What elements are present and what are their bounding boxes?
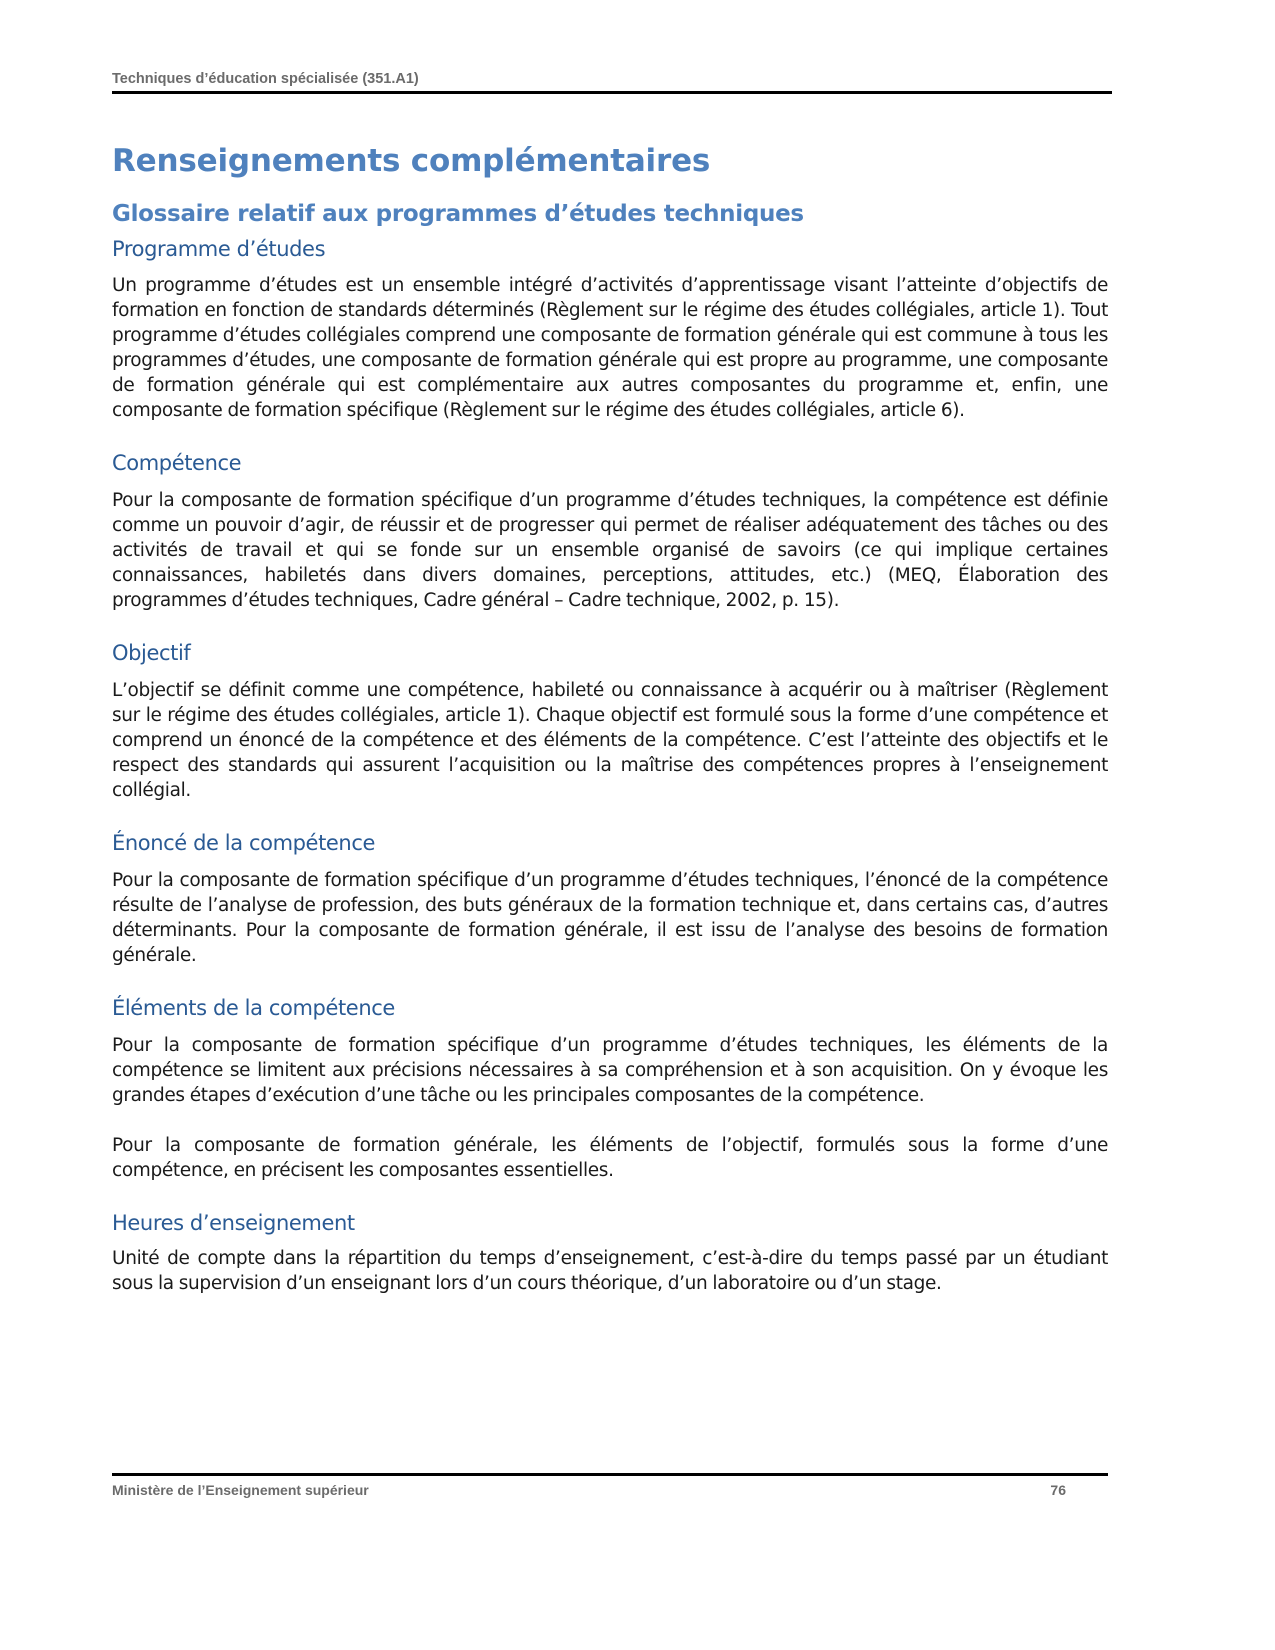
section-heading: Énoncé de la compétence [112, 831, 376, 855]
header-rule [112, 91, 1112, 94]
section-paragraph: Pour la composante de formation spécifique d’un programme d’études techniques, l’énoncé de la compétence résulte de l’analyse de profession, des buts généraux de la formation technique et, dans certains cas, d’autres déterminants. Pour la composante de formation générale, il est issu de l’analyse des besoins de formation générale. [112, 870, 1108, 966]
section-paragraph: Pour la composante de formation spécifique d’un programme d’études techniques, les éléments de la compétence se limitent aux précisions nécessaires à sa compréhension et à son acquisition. On y évoque les grandes étapes d’exécution d’une tâche ou les principales composantes de la compétence. [112, 1035, 1108, 1106]
publisher-name: Ministère de l’Enseignement supérieur [112, 1482, 369, 1498]
section-paragraph: Un programme d’études est un ensemble intégré d’activités d’apprentissage visant l’atteinte d’objectifs de formation en fonction de standards déterminés (Règlement sur le régime des études collégiales, article 1). Tout programme d’études collégiales comprend une composante de formation générale qui est commune à tous les programmes d’études, une composante de formation générale qui est propre au programme, une composante de formation générale qui est complémentaire aux autres composantes du programme et, enfin, une composante de formation spécifique (Règlement sur le régime des études collégiales, article 6). [112, 275, 1108, 421]
page-number: 76 [1050, 1482, 1066, 1498]
section-heading: Objectif [112, 641, 191, 665]
running-title: Techniques d’éducation spécialisée (351.A1) [112, 71, 419, 87]
section-paragraph: Unité de compte dans la répartition du temps d’enseignement, c’est-à-dire du temps passé par un étudiant sous la supervision d’un enseignant lors d’un cours théorique, d’un laboratoire ou d’un stage. [112, 1248, 1108, 1294]
section-competence [112, 448, 1108, 613]
section-elements-competence [112, 993, 1108, 1183]
section-paragraph: Pour la composante de formation générale, les éléments de l’objectif, formulés sous la forme d’une compétence, en précisent les composantes essentielles. [112, 1135, 1108, 1181]
page-header [112, 70, 1112, 94]
page-title: Renseignements complémentaires [112, 143, 711, 179]
section-paragraph: L’objectif se définit comme une compétence, habileté ou connaissance à acquérir ou à maîtriser (Règlement sur le régime des études collégiales, article 1). Chaque objectif est formulé sous la forme d’une compétence et comprend un énoncé de la compétence et des éléments de la compétence. C’est l’atteinte des objectifs et le respect des standards qui assurent l’acquisition ou la maîtrise des compétences propres à l’enseignement collégial. [112, 680, 1108, 801]
page-footer [112, 1473, 1108, 1499]
section-heading: Programme d’études [112, 237, 326, 261]
section-objectif [112, 638, 1108, 803]
page-content [112, 138, 1108, 1296]
section-paragraph: Pour la composante de formation spécifique d’un programme d’études techniques, la compétence est définie comme un pouvoir d’agir, de réussir et de progresser qui permet de réaliser adéquatement des tâches ou des activités de travail et qui se fonde sur un ensemble organisé de savoirs (ce qui implique certaines connaissances, habiletés dans divers domaines, perceptions, attitudes, etc.) (MEQ, Élaboration des programmes d’études techniques, Cadre général – Cadre technique, 2002, p. 15). [112, 490, 1108, 611]
section-heures-enseignement [112, 1208, 1108, 1296]
footer-row [112, 1476, 1108, 1499]
section-programme-etudes [112, 234, 1108, 423]
section-heading: Éléments de la compétence [112, 996, 395, 1020]
section-heading: Heures d’enseignement [112, 1211, 355, 1235]
section-enonce-competence [112, 828, 1108, 968]
section-heading: Compétence [112, 451, 242, 475]
glossary-subtitle: Glossaire relatif aux programmes d’études techniques [112, 201, 804, 227]
